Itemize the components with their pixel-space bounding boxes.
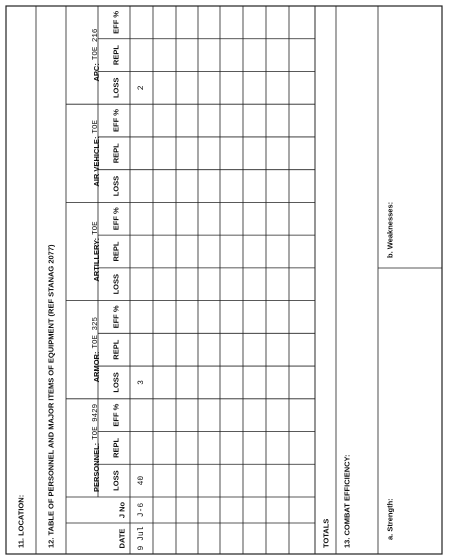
sub-header-loss: LOSS: [111, 274, 121, 295]
sub-header-loss: LOSS: [111, 175, 121, 197]
group-header-armor: [92, 317, 101, 383]
sub-header-eff: EFF %: [111, 10, 121, 34]
row-value-cell[interactable]: 2: [137, 85, 146, 91]
totals-label: TOTALS: [321, 518, 331, 548]
group-header-label: [92, 120, 101, 187]
sub-header-loss: LOSS: [111, 470, 121, 491]
sub-header-repl: REPL: [111, 339, 121, 360]
group-name: APC:: [91, 63, 101, 82]
table-title: 12. TABLE OF PERSONNEL AND MAJOR ITEMS OF EQUIPMENT (REF STANAG 2077): [46, 244, 56, 548]
group-toe: TOE: [92, 221, 100, 235]
group-name: AIR VEHICLE:: [91, 136, 101, 187]
group-toe: TOE 9429: [92, 403, 100, 440]
row-date[interactable]: 9 Jul: [137, 526, 146, 551]
group-header-label: [92, 221, 101, 282]
group-header-label: [92, 404, 101, 492]
date-header: DATE: [117, 528, 127, 549]
weaknesses-label: b. Weaknesses:: [385, 201, 395, 258]
form-border: [6, 6, 442, 554]
row-value-cell[interactable]: 40: [137, 475, 146, 486]
sub-header-eff: EFF %: [111, 305, 121, 329]
sub-header-eff: EFF %: [111, 109, 121, 133]
row-jno[interactable]: J-6: [137, 502, 146, 518]
group-toe: TOE: [92, 120, 100, 134]
group-header-label: [92, 317, 101, 383]
group-name: ARMOR:: [91, 351, 101, 383]
sub-header-eff: EFF %: [111, 403, 121, 427]
group-header-apc: [92, 28, 101, 81]
group-header-artillery: [92, 221, 101, 282]
group-toe: TOE 216: [92, 28, 100, 61]
sub-header-loss: LOSS: [111, 372, 121, 393]
sub-header-repl: REPL: [111, 45, 121, 66]
group-header-personnel: [92, 404, 101, 492]
sub-header-eff: EFF %: [111, 207, 121, 231]
row-value-cell[interactable]: 3: [137, 380, 146, 385]
sub-header-repl: REPL: [111, 143, 121, 164]
sub-header-repl: REPL: [111, 437, 121, 458]
group-header-label: [92, 28, 101, 81]
location-label: 11. LOCATION:: [16, 494, 26, 548]
group-header-airvehicle: [92, 120, 101, 187]
group-toe: TOE 325: [92, 317, 100, 349]
group-name: ARTILLERY:: [91, 237, 101, 282]
combat-efficiency-label: 13. COMBAT EFFICIENCY:: [342, 454, 352, 548]
sub-header-loss: LOSS: [111, 77, 121, 99]
sub-header-repl: REPL: [111, 241, 121, 262]
strength-label: a. Strength:: [385, 498, 395, 540]
group-name: PERSONNEL:: [91, 442, 101, 492]
jno-header: J No: [117, 501, 127, 519]
